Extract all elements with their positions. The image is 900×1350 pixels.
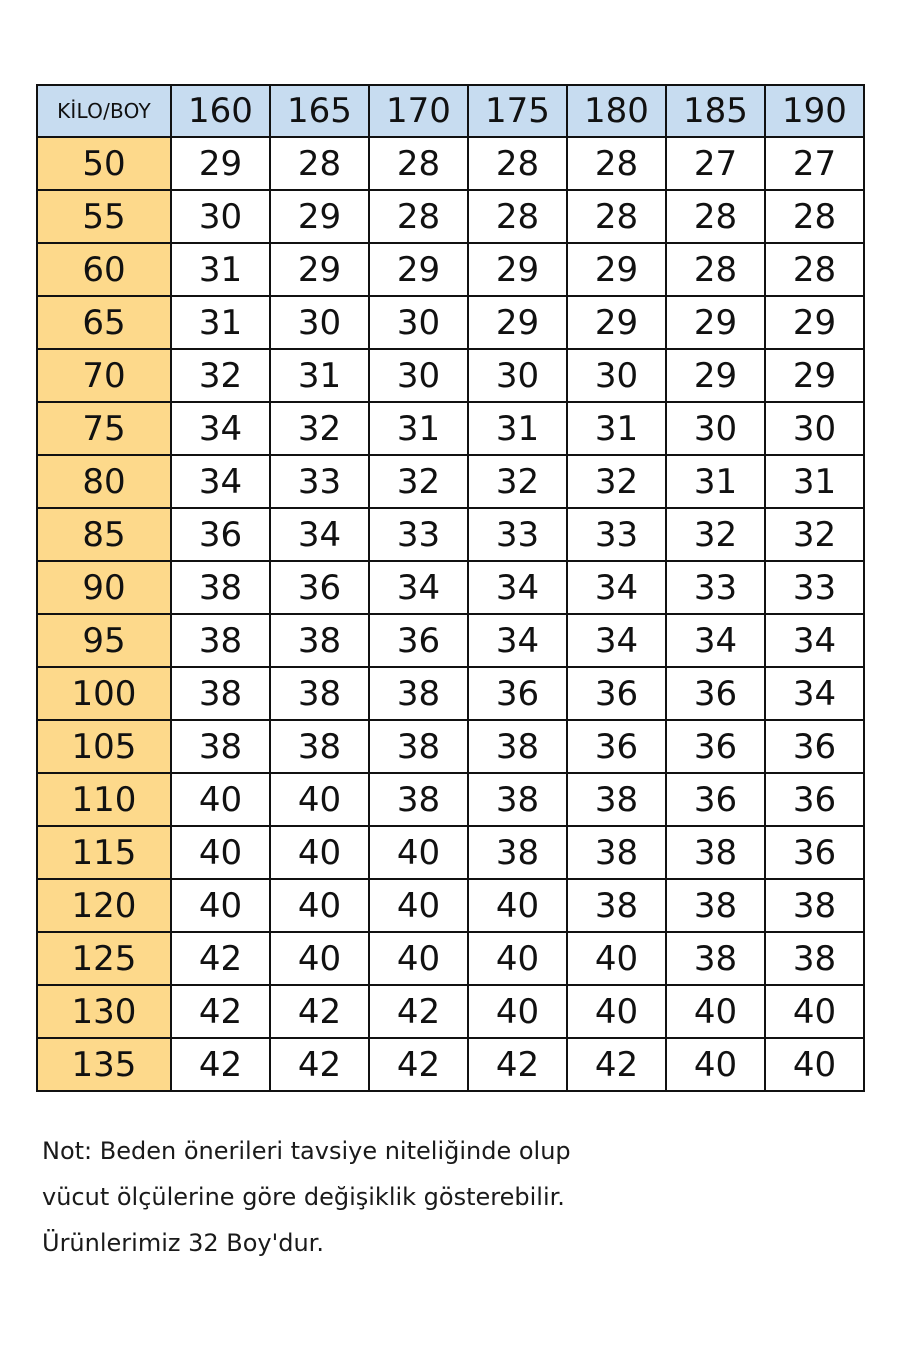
size-cell: 36	[567, 667, 666, 720]
size-cell: 38	[567, 773, 666, 826]
size-cell: 38	[567, 826, 666, 879]
size-cell: 40	[369, 826, 468, 879]
size-cell: 28	[270, 137, 369, 190]
size-cell: 31	[567, 402, 666, 455]
size-cell: 40	[171, 773, 270, 826]
size-cell: 29	[468, 296, 567, 349]
height-header: 190	[765, 85, 864, 137]
size-cell: 34	[765, 667, 864, 720]
height-header: 165	[270, 85, 369, 137]
size-cell: 29	[270, 243, 369, 296]
size-cell: 33	[765, 561, 864, 614]
header-row	[37, 85, 864, 137]
size-cell: 38	[468, 826, 567, 879]
size-cell: 36	[468, 667, 567, 720]
size-cell: 31	[468, 402, 567, 455]
size-cell: 32	[666, 508, 765, 561]
size-cell: 28	[765, 190, 864, 243]
size-cell: 28	[666, 190, 765, 243]
size-cell: 34	[468, 561, 567, 614]
size-cell: 42	[270, 985, 369, 1038]
weight-cell: 135	[37, 1038, 171, 1091]
weight-cell: 85	[37, 508, 171, 561]
size-cell: 28	[666, 243, 765, 296]
size-cell: 34	[567, 614, 666, 667]
table-row	[37, 137, 864, 190]
size-cell: 40	[765, 985, 864, 1038]
weight-cell: 120	[37, 879, 171, 932]
size-cell: 38	[369, 773, 468, 826]
size-cell: 38	[171, 720, 270, 773]
size-cell: 33	[369, 508, 468, 561]
size-cell: 28	[468, 137, 567, 190]
size-cell: 32	[468, 455, 567, 508]
size-cell: 40	[468, 985, 567, 1038]
size-cell: 40	[171, 879, 270, 932]
size-cell: 40	[765, 1038, 864, 1091]
size-cell: 30	[369, 296, 468, 349]
size-cell: 28	[765, 243, 864, 296]
size-cell: 36	[666, 720, 765, 773]
size-cell: 30	[666, 402, 765, 455]
size-cell: 31	[666, 455, 765, 508]
size-cell: 40	[270, 773, 369, 826]
size-cell: 34	[171, 455, 270, 508]
weight-cell: 70	[37, 349, 171, 402]
size-cell: 36	[171, 508, 270, 561]
size-cell: 29	[765, 349, 864, 402]
size-cell: 40	[567, 985, 666, 1038]
size-cell: 42	[567, 1038, 666, 1091]
size-cell: 40	[270, 879, 369, 932]
table-row	[37, 773, 864, 826]
size-cell: 36	[369, 614, 468, 667]
table-row	[37, 402, 864, 455]
size-cell: 32	[567, 455, 666, 508]
size-cell: 34	[369, 561, 468, 614]
size-cell: 38	[765, 932, 864, 985]
size-cell: 30	[567, 349, 666, 402]
table-row	[37, 1038, 864, 1091]
corner-label: KİLO/BOY	[37, 85, 171, 137]
size-cell: 38	[369, 720, 468, 773]
weight-cell: 75	[37, 402, 171, 455]
size-cell: 32	[270, 402, 369, 455]
size-cell: 42	[171, 1038, 270, 1091]
size-cell: 32	[765, 508, 864, 561]
size-cell: 36	[765, 773, 864, 826]
size-cell: 36	[765, 720, 864, 773]
table-row	[37, 243, 864, 296]
size-cell: 34	[468, 614, 567, 667]
size-cell: 40	[369, 932, 468, 985]
weight-cell: 80	[37, 455, 171, 508]
size-cell: 33	[270, 455, 369, 508]
size-cell: 27	[765, 137, 864, 190]
weight-cell: 125	[37, 932, 171, 985]
table-row	[37, 932, 864, 985]
note-line: vücut ölçülerine göre değişiklik gösterebilir.	[42, 1183, 565, 1211]
size-cell: 36	[666, 667, 765, 720]
height-header: 185	[666, 85, 765, 137]
size-cell: 30	[468, 349, 567, 402]
size-cell: 30	[171, 190, 270, 243]
note-line: Not: Beden önerileri tavsiye niteliğinde olup	[42, 1137, 571, 1165]
table-row	[37, 667, 864, 720]
size-cell: 40	[270, 826, 369, 879]
weight-cell: 50	[37, 137, 171, 190]
size-cell: 34	[270, 508, 369, 561]
height-header: 175	[468, 85, 567, 137]
size-cell: 32	[369, 455, 468, 508]
size-cell: 27	[666, 137, 765, 190]
table-row	[37, 826, 864, 879]
weight-cell: 130	[37, 985, 171, 1038]
size-cell: 33	[468, 508, 567, 561]
table-row	[37, 455, 864, 508]
size-cell: 42	[171, 932, 270, 985]
size-cell: 34	[171, 402, 270, 455]
size-cell: 38	[666, 879, 765, 932]
size-cell: 40	[369, 879, 468, 932]
size-cell: 36	[666, 773, 765, 826]
table-row	[37, 349, 864, 402]
table-row	[37, 879, 864, 932]
size-cell: 30	[765, 402, 864, 455]
size-cell: 28	[369, 137, 468, 190]
height-header: 170	[369, 85, 468, 137]
size-cell: 29	[567, 243, 666, 296]
size-cell: 38	[171, 667, 270, 720]
weight-cell: 110	[37, 773, 171, 826]
size-cell: 38	[567, 879, 666, 932]
size-cell: 38	[666, 932, 765, 985]
size-cell: 38	[171, 561, 270, 614]
table-row	[37, 190, 864, 243]
size-cell: 34	[765, 614, 864, 667]
size-cell: 29	[369, 243, 468, 296]
table-row	[37, 561, 864, 614]
weight-cell: 60	[37, 243, 171, 296]
size-cell: 29	[567, 296, 666, 349]
weight-cell: 115	[37, 826, 171, 879]
size-cell: 31	[369, 402, 468, 455]
size-cell: 42	[171, 985, 270, 1038]
size-cell: 30	[369, 349, 468, 402]
size-cell: 38	[270, 614, 369, 667]
size-cell: 29	[270, 190, 369, 243]
size-cell: 29	[468, 243, 567, 296]
table-row	[37, 720, 864, 773]
size-cell: 40	[666, 985, 765, 1038]
size-cell: 40	[468, 932, 567, 985]
size-note	[42, 1128, 862, 1266]
size-cell: 33	[666, 561, 765, 614]
size-cell: 31	[765, 455, 864, 508]
size-cell: 40	[468, 879, 567, 932]
table-row	[37, 508, 864, 561]
size-cell: 28	[369, 190, 468, 243]
weight-cell: 95	[37, 614, 171, 667]
size-cell: 38	[270, 720, 369, 773]
weight-cell: 90	[37, 561, 171, 614]
size-cell: 38	[171, 614, 270, 667]
weight-cell: 100	[37, 667, 171, 720]
size-cell: 42	[468, 1038, 567, 1091]
size-cell: 29	[171, 137, 270, 190]
size-cell: 36	[270, 561, 369, 614]
size-cell: 42	[369, 1038, 468, 1091]
size-cell: 31	[171, 243, 270, 296]
size-cell: 40	[567, 932, 666, 985]
note-line: Ürünlerimiz 32 Boy'dur.	[42, 1229, 324, 1257]
size-cell: 38	[468, 773, 567, 826]
height-header: 160	[171, 85, 270, 137]
size-cell: 28	[567, 190, 666, 243]
size-cell: 30	[270, 296, 369, 349]
size-cell: 34	[666, 614, 765, 667]
size-cell: 29	[765, 296, 864, 349]
size-cell: 42	[270, 1038, 369, 1091]
size-cell: 29	[666, 349, 765, 402]
size-chart-table	[36, 84, 865, 1092]
size-cell: 38	[765, 879, 864, 932]
size-cell: 34	[567, 561, 666, 614]
weight-cell: 105	[37, 720, 171, 773]
size-cell: 28	[468, 190, 567, 243]
size-cell: 33	[567, 508, 666, 561]
table-row	[37, 985, 864, 1038]
size-cell: 28	[567, 137, 666, 190]
size-cell: 36	[765, 826, 864, 879]
weight-cell: 55	[37, 190, 171, 243]
size-cell: 31	[171, 296, 270, 349]
size-cell: 38	[666, 826, 765, 879]
size-cell: 38	[270, 667, 369, 720]
table-row	[37, 614, 864, 667]
height-header: 180	[567, 85, 666, 137]
weight-cell: 65	[37, 296, 171, 349]
size-cell: 32	[171, 349, 270, 402]
size-cell: 38	[369, 667, 468, 720]
size-cell: 38	[468, 720, 567, 773]
size-cell: 31	[270, 349, 369, 402]
size-cell: 40	[666, 1038, 765, 1091]
size-cell: 40	[270, 932, 369, 985]
size-cell: 42	[369, 985, 468, 1038]
size-cell: 36	[567, 720, 666, 773]
table-row	[37, 296, 864, 349]
size-cell: 40	[171, 826, 270, 879]
size-cell: 29	[666, 296, 765, 349]
